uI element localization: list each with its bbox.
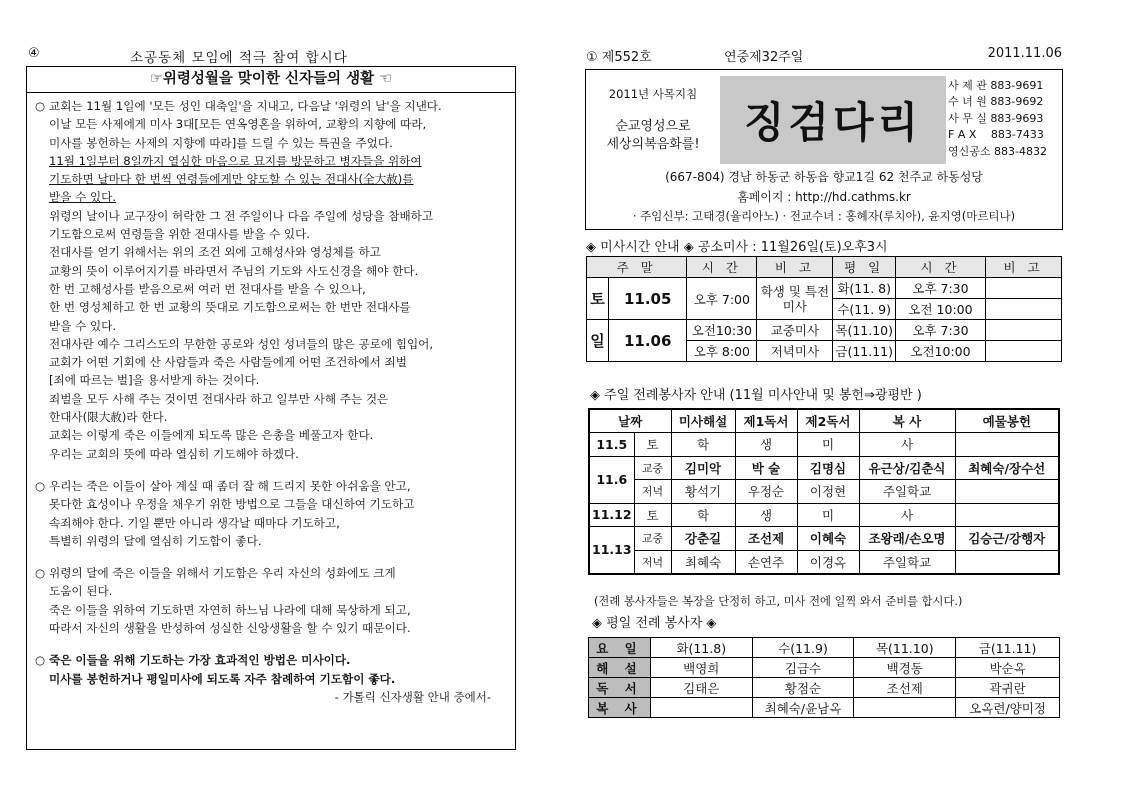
table-row (587, 320, 1062, 341)
issue-number: ① 제552호 (586, 50, 652, 65)
homepage[interactable]: 홈페이지 : http://hd.cathms.kr (737, 190, 911, 204)
table-row (589, 433, 1059, 457)
server-cell: 박 술 (735, 456, 797, 480)
text-line: 미사를 봉헌하는 사제의 지향에 따라]를 드릴 수 있는 특권을 주었다. (49, 135, 393, 150)
server-cell: 조선제 (735, 527, 797, 551)
server-cell: 주일학교 (859, 550, 955, 574)
mass-type-cell: 저녁 (634, 480, 671, 504)
header-cell: 제2독서 (797, 409, 859, 433)
article-title: ☞위령성월을 맞이한 신자들의 생활 ☜ (27, 67, 515, 93)
server-cell (955, 433, 1059, 457)
server-cell: 학 (671, 433, 735, 457)
server-cell: 학 (671, 503, 735, 527)
sunday-servers-title: ◈ 주일 전례봉사자 안내 (11월 미사안내 및 봉헌⇒광평반 ) (590, 388, 922, 403)
table-row (589, 456, 1059, 480)
text-line: 11월 1일부터 8일까지 열심한 마음으로 묘지를 방문하고 병자들을 위하여 (49, 153, 422, 168)
server-cell: 주일학교 (859, 480, 955, 504)
header-cell: 시 간 (687, 257, 757, 278)
server-cell: 생 (735, 433, 797, 457)
text-line: 기도함으로써 연령들을 위한 전대사를 받을 수 있다. (49, 227, 310, 242)
table-header-row (587, 257, 1062, 278)
header-cell: 요 일 (589, 638, 651, 658)
server-cell: 조왕래/손오명 (859, 527, 955, 551)
source-credit: - 가톨릭 신자생활 안내 중에서- (334, 689, 491, 704)
weekday-servers-table (588, 637, 1060, 718)
server-cell (955, 503, 1059, 527)
mass-type-cell: 저녁 (634, 550, 671, 574)
header-cell: 복 사 (859, 409, 955, 433)
server-cell: 사 (859, 503, 955, 527)
weekday-cell: 화(11. 8) (833, 278, 896, 299)
server-cell: 이경옥 (797, 550, 859, 574)
header-cell: 시 간 (896, 257, 986, 278)
logo-title: 징검다리 (743, 98, 923, 147)
note-cell (986, 341, 1062, 362)
header-cell: 화(11.8) (650, 638, 752, 658)
server-cell: 박순옥 (956, 658, 1060, 678)
role-cell: 독 서 (589, 678, 651, 698)
text-line: 한 번 고해성사를 받음으로써 여러 번 전대사를 받을 수 있으나, (49, 281, 366, 296)
server-cell (955, 480, 1059, 504)
server-cell: 사 (859, 433, 955, 457)
text-line: 교회는 11월 1일에 '모든 성인 대축일'을 지내고, 다음날 '위령의 날'을 지낸다. (49, 99, 442, 113)
server-cell: 최혜숙 (671, 550, 735, 574)
date-cell: 11.06 (609, 320, 687, 362)
contact-item: F A X 883-7433 (948, 128, 1044, 142)
text-line: [죄에 따르는 벌]을 용서받게 하는 것이다. (49, 373, 260, 388)
server-cell: 강춘길 (671, 527, 735, 551)
server-cell: 황석기 (671, 480, 735, 504)
contact-item: 사 제 관 883-9691 (948, 79, 1044, 92)
note-cell (986, 299, 1062, 320)
contact-item: 수 녀 원 883-9692 (948, 95, 1044, 109)
motto-line: 세상의복음화를! (606, 137, 700, 152)
mass-type-cell: 교중 (634, 527, 671, 551)
text-line: 교회는 이렇게 죽은 이들에게 되도록 많은 은총을 베풀고자 한다. (49, 428, 374, 443)
circle-bullet-icon: ○ (35, 566, 46, 581)
time-cell: 오전10:30 (687, 320, 757, 341)
server-cell: 김승근/강행자 (955, 527, 1059, 551)
text-line: 위령의 달에 죽은 이들을 위해서 기도함은 우리 자신의 성화에도 크게 (49, 566, 396, 581)
note-cell: 저녁미사 (757, 341, 833, 362)
mass-type-cell: 교중 (634, 456, 671, 480)
text-line: 못다한 효성이나 우정을 채우기 위한 방법으로 그들을 대신하여 기도하고 (49, 497, 415, 512)
sunday-servers-table (588, 408, 1060, 575)
server-cell: 미 (797, 503, 859, 527)
text-line: 한대사(限大赦)라 한다. (49, 410, 168, 425)
date-cell: 11.13 (589, 527, 634, 574)
table-row (589, 698, 1060, 718)
mass-schedule-table (586, 256, 1062, 362)
text-line: 받을 수 있다. (49, 318, 117, 333)
note-cell: 학생 및 특전미사 (757, 278, 833, 320)
server-cell: 손연주 (735, 550, 797, 574)
table-row (589, 550, 1059, 574)
table-header-row (589, 409, 1059, 433)
weekday-servers-title: ◈ 평일 전례 봉사자 ◈ (592, 616, 717, 631)
time-cell: 오후 7:30 (896, 278, 986, 299)
text-line: 받을 수 있다. (49, 190, 117, 205)
role-cell: 해 설 (589, 658, 651, 678)
header-cell: 제1독서 (735, 409, 797, 433)
role-cell: 복 사 (589, 698, 651, 718)
paragraph-2 (35, 477, 507, 550)
header-cell: 금(11.11) (956, 638, 1060, 658)
header-cell: 평 일 (833, 257, 896, 278)
text-line: 기도하면 날마다 한 번씩 연령들에게만 양도할 수 있는 전대사(全大赦)를 (49, 172, 414, 187)
text-line: 교황의 뜻이 이루어지기를 바라면서 주님의 기도와 사도신경을 해야 한다. (49, 263, 419, 278)
paragraph-3 (35, 564, 507, 637)
server-cell (854, 698, 956, 718)
server-cell: 김미악 (671, 456, 735, 480)
server-cell: 조선제 (854, 678, 956, 698)
text-line: 이날 모든 사제에게 미사 3대[모든 연옥영혼을 위하여, 교황의 지향에 따라, (49, 117, 427, 132)
server-cell (955, 550, 1059, 574)
text-line: 죽은 이들을 위하여 기도하면 자연히 하느님 나라에 대해 묵상하게 되고, (49, 602, 411, 617)
issue-date: 2011.11.06 (987, 46, 1062, 61)
server-cell: 최혜숙/윤남옥 (752, 698, 854, 718)
circle-bullet-icon: ○ (35, 99, 46, 113)
weekday-cell: 목(11.10) (833, 320, 896, 341)
note-cell (986, 320, 1062, 341)
weekday-cell: 수(11. 9) (833, 299, 896, 320)
day-cell: 토 (634, 433, 671, 457)
header-cell: 비 고 (986, 257, 1062, 278)
time-cell: 오후 7:00 (687, 278, 757, 320)
text-line: 죽은 이들을 위해 기도하는 가장 효과적인 방법은 미사이다. (49, 653, 351, 668)
server-cell: 김태은 (650, 678, 752, 698)
bulletin-header (586, 46, 1064, 64)
text-line: 특별히 위령의 달에 열심히 기도함이 좋다. (49, 533, 262, 548)
table-row (589, 658, 1060, 678)
time-cell: 오전 10:00 (896, 299, 986, 320)
header-cell: 날짜 (589, 409, 671, 433)
text-line: 따라서 자신의 생활을 반성하여 성실한 신앙생활을 할 수 있기 때문이다. (49, 621, 411, 636)
date-cell: 11.12 (589, 503, 634, 527)
server-cell: 이혜숙 (797, 527, 859, 551)
date-cell: 11.6 (589, 456, 634, 503)
header-cell: 비 고 (757, 257, 833, 278)
text-line: 속죄해야 한다. 기일 뿐만 아니라 생각날 때마다 기도하고, (49, 515, 340, 530)
note-cell: 교중미사 (757, 320, 833, 341)
server-cell: 우정순 (735, 480, 797, 504)
servers-note: (전례 봉사자들은 복장을 단정히 하고, 미사 전에 일찍 와서 준비를 합시다.) (594, 595, 963, 608)
day-cell: 일 (587, 320, 609, 362)
text-line: 전대사를 얻기 위해서는 위의 조건 외에 고해성사와 영성체를 하고 (49, 245, 381, 260)
contact-item: 영신공소 883-4832 (948, 144, 1047, 158)
date-cell: 11.05 (609, 278, 687, 320)
server-cell: 곽귀란 (956, 678, 1060, 698)
header-cell: 미사해설 (671, 409, 735, 433)
header-cell: 목(11.10) (854, 638, 956, 658)
paragraph-1 (35, 97, 507, 463)
header-cell: 예물봉헌 (955, 409, 1059, 433)
pastoral-motto (592, 76, 714, 164)
logo-title-box (720, 76, 946, 164)
table-row (589, 503, 1059, 527)
text-line: 위령의 날이나 교구장이 허락한 그 전 주일이나 다음 주일에 성당을 참배하고 (49, 208, 434, 223)
server-cell: 이정현 (797, 480, 859, 504)
text-line: 우리는 죽은 이들이 살아 계실 때 좀더 잘 해 드리지 못한 아쉬움을 안고, (49, 478, 411, 493)
paragraph-4 (35, 651, 507, 688)
note-cell (986, 278, 1062, 299)
table-row (589, 527, 1059, 551)
text-line: 우리는 교회의 뜻에 따라 열심히 기도해야 하겠다. (49, 446, 299, 461)
server-cell: 오옥련/양미정 (956, 698, 1060, 718)
banner-slogan: 소공동체 모임에 적극 참여 합시다 (130, 50, 348, 66)
server-cell: 김금수 (752, 658, 854, 678)
masthead (585, 69, 1063, 230)
date-cell: 11.5 (589, 433, 634, 457)
day-cell: 토 (587, 278, 609, 320)
text-line: 미사를 봉헌하거나 평일미사에 되도록 자주 참례하여 기도함이 좋다. (49, 671, 396, 686)
motto-line: 순교영성으로 (615, 119, 691, 134)
server-cell: 김명심 (797, 456, 859, 480)
article-body (27, 93, 515, 706)
table-row (589, 678, 1060, 698)
server-cell: 백영희 (650, 658, 752, 678)
server-cell: 최혜숙/장수선 (955, 456, 1059, 480)
circle-bullet-icon: ○ (35, 478, 46, 493)
text-line: 죄벌을 모두 사해 주는 것이면 전대사라 하고 일부만 사해 주는 것은 (49, 391, 389, 406)
server-cell: 미 (797, 433, 859, 457)
article-box (26, 66, 516, 750)
server-cell: 생 (735, 503, 797, 527)
table-row (589, 480, 1059, 504)
text-line: 도움이 된다. (49, 584, 113, 599)
liturgical-week: 연중제32주일 (724, 50, 804, 65)
time-cell: 오후 8:00 (687, 341, 757, 362)
day-cell: 토 (634, 503, 671, 527)
text-line: 교회가 어떤 기회에 산 사람들과 죽은 사람들에게 어떤 조건하에서 죄벌 (49, 355, 407, 370)
circle-bullet-icon: ○ (35, 653, 46, 668)
text-line: 전대사란 예수 그리스도의 무한한 공로와 성인 성녀들의 많은 공로에 힘입어, (49, 336, 434, 351)
server-cell: 황점순 (752, 678, 854, 698)
weekday-cell: 금(11.11) (833, 341, 896, 362)
motto-text (592, 118, 714, 154)
address: (667-804) 경남 하동군 하동읍 향교1길 62 천주교 하동성당 (665, 170, 983, 184)
table-header-row (589, 638, 1060, 658)
table-row (587, 278, 1062, 299)
header-cell: 주 말 (587, 257, 687, 278)
time-cell: 오전10:00 (896, 341, 986, 362)
contact-item: 사 무 실 883-9693 (948, 111, 1044, 125)
server-cell: 유근상/김춘식 (859, 456, 955, 480)
header-cell: 수(11.9) (752, 638, 854, 658)
text-line: 한 번 영성체하고 한 번 교황의 뜻대로 기도함으로써는 한 번만 전대사를 (49, 300, 411, 315)
mass-schedule-title: ◈ 미사시간 안내 ◈ 공소미사 : 11월26일(토)오후3시 (586, 240, 888, 255)
staff-info: · 주임신부: 고태경(율리아노) · 전교수녀 : 홍혜자(루치아), 윤지영(마르티나) (632, 209, 1016, 223)
server-cell (650, 698, 752, 718)
contact-list (948, 78, 1060, 160)
time-cell: 오후 7:30 (896, 320, 986, 341)
server-cell: 백경동 (854, 658, 956, 678)
page-number-left: ④ (28, 46, 40, 61)
motto-year: 2011년 사목지침 (608, 87, 698, 101)
